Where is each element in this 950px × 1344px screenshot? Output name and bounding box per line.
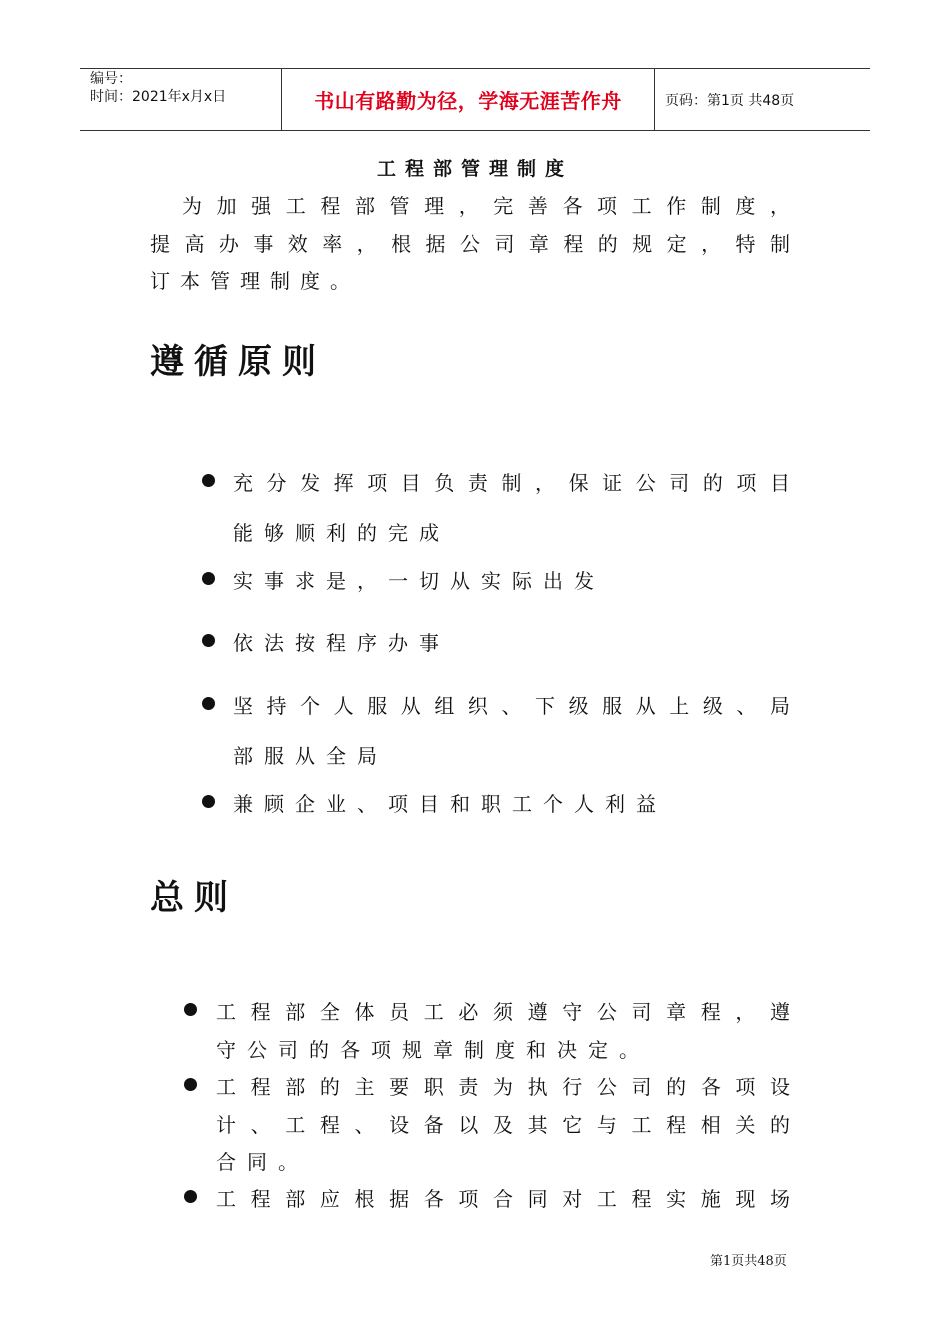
general-1-line-1: 工程部全体员工必须遵守公司章程，遵 — [216, 1000, 790, 1024]
document-title: 工程部管理制度 — [376, 158, 573, 180]
page-footer: 第1页共48页 — [710, 1254, 787, 1269]
principle-5: 兼顾企业、项目和职工个人利益 — [233, 792, 667, 816]
principle-1-line-2: 能够顺利的完成 — [233, 521, 450, 545]
principle-1-line-1: 充分发挥项目负责制，保证公司的项目 — [233, 471, 790, 495]
principle-2: 实事求是，一切从实际出发 — [233, 569, 605, 593]
header-meta-cell — [80, 69, 282, 130]
document-number-label: 编号： — [90, 71, 132, 87]
bullet-icon — [184, 1190, 197, 1203]
header-page-cell — [655, 69, 870, 130]
bullet-icon — [184, 1003, 197, 1016]
bullet-icon — [184, 1078, 197, 1091]
bullet-icon — [202, 697, 215, 710]
header-motto-cell — [282, 69, 655, 130]
principle-3: 依法按程序办事 — [233, 631, 450, 655]
section-heading-general: 总则 — [150, 878, 238, 918]
intro-line-3: 订本管理制度。 — [150, 269, 360, 293]
intro-line-2: 提高办事效率，根据公司章程的规定，特制 — [150, 232, 790, 256]
intro-line-1: 为加强工程部管理，完善各项工作制度， — [182, 194, 790, 218]
bullet-icon — [202, 634, 215, 647]
general-2-line-2: 计、工程、设备以及其它与工程相关的 — [216, 1113, 790, 1137]
bullet-icon — [202, 474, 215, 487]
general-2-line-3: 合同。 — [216, 1150, 309, 1174]
bullet-icon — [202, 572, 215, 585]
section-heading-principles: 遵循原则 — [150, 342, 326, 382]
principle-4-line-1: 坚持个人服从组织、下级服从上级、局 — [233, 694, 790, 718]
bullet-icon — [202, 795, 215, 808]
principle-4-line-2: 部服从全局 — [233, 744, 388, 768]
header-motto: 书山有路勤为径，学海无涯苦作舟 — [314, 89, 622, 113]
general-3-line-1: 工程部应根据各项合同对工程实施现场 — [216, 1187, 790, 1211]
document-time-label: 时间：2021年x月x日 — [90, 89, 227, 105]
general-1-line-2: 守公司的各项规章制度和决定。 — [216, 1038, 650, 1062]
general-2-line-1: 工程部的主要职责为执行公司的各项设 — [216, 1075, 790, 1099]
document-header — [80, 68, 870, 131]
header-page-info: 页码：第1页 共48页 — [665, 92, 795, 109]
